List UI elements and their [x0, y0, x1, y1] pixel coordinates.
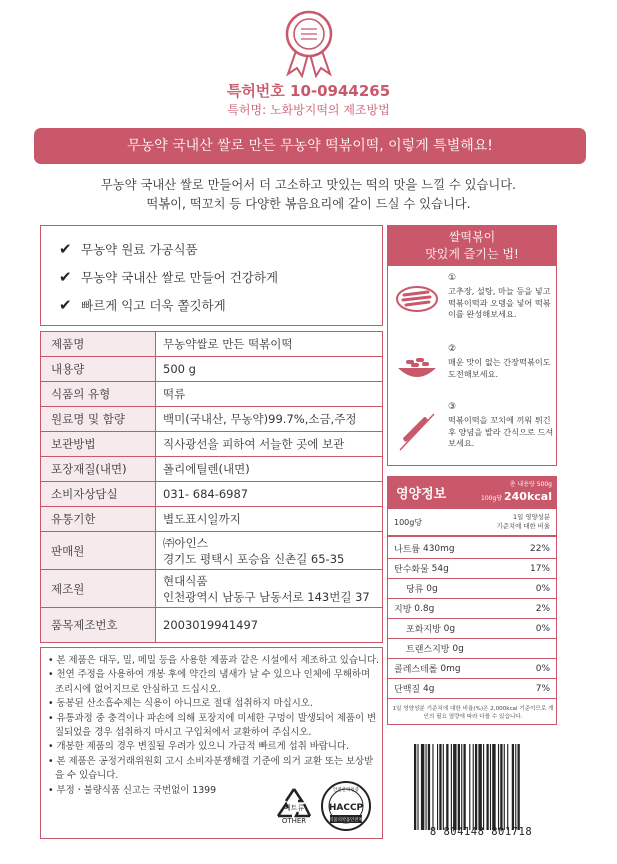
- info-row: [41, 507, 382, 532]
- feature-item: [59, 296, 226, 314]
- recipe-title-line: 맛있게 즐기는 법!: [425, 247, 519, 261]
- barcode-bar: [486, 744, 488, 830]
- intro-line: 무농약 국내산 쌀로 만들어서 더 고소하고 맛있는 떡의 맛을 느낄 수 있습니다.: [100, 178, 517, 192]
- barcode-bar: [453, 744, 456, 830]
- tteokbokki-pan-icon: [394, 281, 440, 315]
- step-text: 떡볶이떡을 꼬치에 끼워 튀긴 후 양념을 발라 간식으로 드셔보세요.: [448, 415, 554, 448]
- notice-item: • 부정ㆍ불량식품 신고는 국번없이 1399: [48, 784, 217, 796]
- feature-item: [59, 240, 198, 258]
- info-value: 031- 684-6987: [163, 487, 249, 501]
- nutrient-percent: 0%: [535, 663, 550, 674]
- barcode: [406, 738, 556, 838]
- info-value: 백미(국내산, 무농약)99.7%,소금,주정: [163, 412, 357, 426]
- nutrient-percent: 7%: [535, 683, 550, 694]
- nutrient-percent: 0%: [535, 623, 550, 634]
- info-label: 품목제조번호: [41, 608, 156, 642]
- notice-item: • 본 제품은 공정거래위원회 고시 소비자분쟁해결 기준에 의거 교환 또는 보상받을 수 있습니다.: [48, 755, 374, 782]
- barcode-bar: [426, 744, 427, 830]
- step-number: ①: [448, 273, 457, 283]
- nutrition-row: [388, 539, 556, 559]
- recycle-label: 페트류: [283, 804, 305, 812]
- nutrition-row: [388, 659, 556, 679]
- step-number: ②: [448, 344, 457, 354]
- barcode-bar: [414, 744, 416, 830]
- nutrition-footnote: 1일 영양성분 기준치에 대한 비율(%)은 2,000kcal 기준이므로 개인의 필요 열량에 따라 다를 수 있습니다.: [392, 706, 554, 720]
- check-icon: ✔: [59, 268, 72, 286]
- nutrient-name: 단백질 4g: [394, 683, 435, 695]
- info-label: 식품의 유형: [41, 382, 156, 406]
- haccp-text: HACCP: [328, 803, 364, 813]
- nutrition-row: [388, 639, 556, 659]
- barcode-bar: [475, 744, 477, 830]
- feature-label: 빠르게 익고 더욱 쫄깃하게: [81, 298, 226, 313]
- award-medal-icon: [280, 8, 338, 78]
- notice-item: • 천연 주정을 사용하여 개봉 후에 약간의 냄새가 날 수 있으나 인체에 무해하며 조리시에 없어지므로 안심하고 드십시오.: [48, 669, 371, 695]
- patent-name: 특허명: 노화방지떡의 제조방법: [227, 103, 390, 117]
- barcode-bar: [518, 744, 520, 830]
- barcode-bar: [446, 744, 448, 830]
- barcode-bar: [498, 744, 499, 830]
- nutrition-title: 영양정보: [396, 487, 447, 502]
- info-value: 직사광선을 피하여 서늘한 곳에 보관: [163, 437, 345, 451]
- info-value: 2003019941497: [163, 618, 259, 632]
- nutrition-header: [388, 477, 556, 509]
- nutrient-name: 콜레스테롤 0mg: [394, 663, 461, 675]
- recipe-step: [394, 402, 554, 458]
- plate-icon: [394, 352, 440, 386]
- patent-number: 특허번호 10-0944265: [226, 82, 391, 100]
- headline-banner: 무농약 국내산 쌀로 만든 무농약 떡볶이떡, 이렇게 특별해요!: [34, 128, 586, 164]
- info-row: [41, 357, 382, 382]
- nutrient-name: 포화지방 0g: [406, 623, 456, 635]
- info-value: 500 g: [163, 362, 196, 376]
- nutrition-subheader: 100g당 1일 영양성분 기준치에 대한 비율: [388, 509, 556, 537]
- nutrition-serving: 100g당 240kcal: [481, 490, 552, 503]
- barcode-bar: [492, 744, 495, 830]
- recipe-title-line: 쌀떡볶이: [448, 230, 496, 244]
- barcode-bar: [469, 744, 470, 830]
- info-row: [41, 608, 382, 642]
- info-label: 판매원: [41, 532, 156, 569]
- nutrient-name: 나트륨 430mg: [394, 543, 455, 555]
- info-label: 유통기한: [41, 507, 156, 531]
- nutrition-row: [388, 619, 556, 639]
- nutrient-percent: 0%: [535, 583, 550, 594]
- info-value: 현대식품 인천광역시 남동구 남동서로 143번길 37: [163, 573, 370, 604]
- barcode-bar: [507, 744, 508, 830]
- info-row: [41, 482, 382, 507]
- info-row: [41, 432, 382, 457]
- nutrient-name: 지방 0.8g: [394, 603, 435, 615]
- info-label: 원료명 및 함량: [41, 407, 156, 431]
- notice-item: • 유통과정 중 충격이나 파손에 의해 포장지에 미세한 구멍이 발생되어 제품이 변질되었을 경우 섭취하지 마시고 구입처에서 교환하여 주십시오.: [48, 712, 377, 739]
- barcode-bar: [437, 744, 438, 830]
- barcode-bar: [451, 744, 452, 830]
- nutrient-name: 탄수화물 54g: [394, 563, 449, 575]
- product-info-table: [40, 331, 383, 643]
- barcode-bar: [500, 744, 502, 830]
- check-icon: ✔: [59, 296, 72, 314]
- info-label: 내용량: [41, 357, 156, 381]
- nutrient-name: 당류 0g: [406, 583, 438, 595]
- haccp-logo: [320, 780, 372, 832]
- info-row: [41, 382, 382, 407]
- info-label: 제품명: [41, 332, 156, 356]
- info-value: ㈜아인스 경기도 평택시 포승읍 신촌길 65-35: [163, 535, 345, 566]
- notice-item: • 개봉한 제품의 경우 변질될 우려가 있으니 가급적 빠르게 섭취 바랍니다.: [48, 741, 349, 753]
- nutrition-total: 총 내용량 500g: [509, 481, 552, 488]
- info-value: 폴리에틸렌(내면): [163, 462, 250, 476]
- barcode-bar: [515, 744, 516, 830]
- feature-item: [59, 268, 278, 286]
- nutrition-row: [388, 599, 556, 619]
- nutrition-row: [388, 559, 556, 579]
- info-value: 별도표시일까지: [163, 512, 241, 526]
- info-row: [41, 532, 382, 570]
- nutrient-percent: 2%: [535, 603, 550, 614]
- barcode-bar: [512, 744, 514, 830]
- barcode-bar: [432, 744, 433, 830]
- haccp-bottom-text: 식품의약품안전처: [329, 818, 363, 823]
- barcode-bar: [421, 744, 424, 830]
- barcode-bar: [461, 744, 462, 830]
- nutrient-name: 트랜스지방 0g: [406, 643, 464, 655]
- nutrition-kcal: 240kcal: [504, 490, 552, 503]
- notice-list: [48, 654, 380, 798]
- intro-text: [30, 176, 587, 214]
- intro-line: 떡볶이, 떡꼬치 등 다양한 볶음요리에 같이 드실 수 있습니다.: [146, 197, 471, 211]
- recipe-step: [394, 344, 554, 394]
- notice-item: • 동봉된 산소흡수제는 식용이 아니므로 절대 섭취하지 마십시오.: [48, 698, 313, 710]
- barcode-bar: [473, 744, 474, 830]
- barcode-bar: [458, 744, 460, 830]
- barcode-bar: [504, 744, 505, 830]
- barcode-bar: [483, 744, 484, 830]
- nutrient-percent: 17%: [529, 563, 550, 574]
- info-row: [41, 407, 382, 432]
- feature-label: 무농약 원료 가공식품: [81, 242, 198, 257]
- notice-item: • 본 제품은 대두, 밀, 메밀 등을 사용한 제품과 같은 시설에서 제조하고 있습니다.: [48, 655, 379, 666]
- info-label: 보관방법: [41, 432, 156, 456]
- barcode-bar: [490, 744, 491, 830]
- barcode-bar: [428, 744, 430, 830]
- features-box: [40, 225, 383, 326]
- nutrition-row: [388, 679, 556, 699]
- info-row: [41, 457, 382, 482]
- barcode-bar: [443, 744, 444, 830]
- info-value: 떡류: [163, 387, 186, 401]
- info-label: 제조원: [41, 570, 156, 607]
- barcode-bar: [463, 744, 465, 830]
- step-text: 고추장, 설탕, 마늘 등을 넣고 떡볶이떡과 오뎅을 넣어 떡볶이를 완성해보세요.: [448, 286, 551, 319]
- recipe-panel: [387, 225, 557, 466]
- barcode-bar: [417, 744, 418, 830]
- barcode-bar: [478, 744, 481, 830]
- info-label: 소비자상담실: [41, 482, 156, 506]
- info-value: 무농약쌀로 만든 떡볶이떡: [163, 337, 293, 351]
- nutrient-percent: 22%: [529, 543, 550, 554]
- skewer-icon: [394, 410, 440, 454]
- barcode-number: 8 804148 801718: [429, 826, 533, 838]
- check-icon: ✔: [59, 240, 72, 258]
- recipe-title: [388, 226, 556, 266]
- step-text: 매운 맛이 없는 간장떡볶이도 도전해보세요.: [448, 357, 551, 379]
- info-row: [41, 570, 382, 608]
- feature-label: 무농약 국내산 쌀로 만들어 건강하게: [81, 270, 279, 285]
- nutrition-facts: [387, 476, 557, 725]
- recycle-sub-label: OTHER: [281, 817, 307, 825]
- step-number: ③: [448, 402, 457, 412]
- nutrition-row: [388, 579, 556, 599]
- barcode-bar: [439, 744, 441, 830]
- info-label: 포장재질(내면): [41, 457, 156, 481]
- haccp-top-text: 안전관리인증: [332, 788, 360, 793]
- recipe-step: [394, 273, 554, 323]
- info-row: [41, 332, 382, 357]
